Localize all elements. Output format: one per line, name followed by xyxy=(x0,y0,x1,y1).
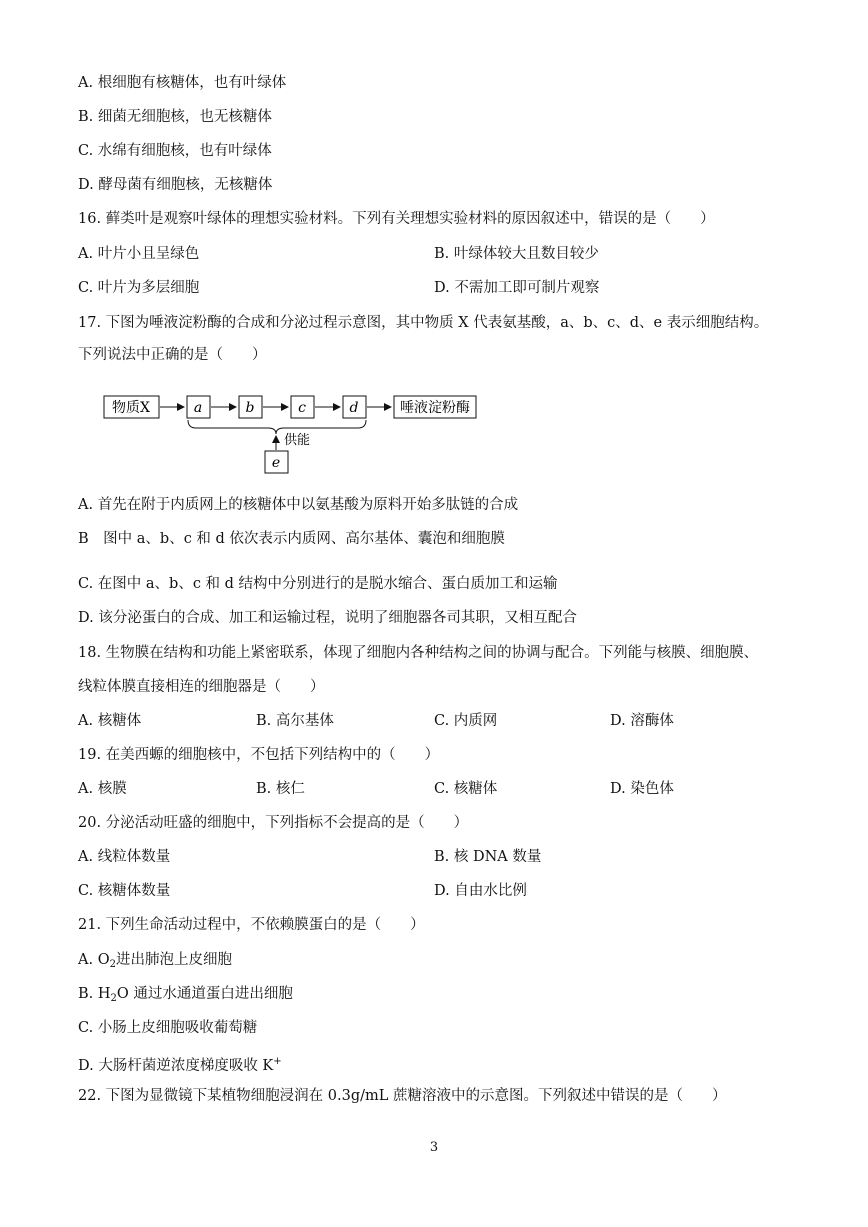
structure-e-label: e xyxy=(271,455,281,471)
q19-stem: 19. 在美西螈的细胞核中，不包括下列结构中的（ ） xyxy=(78,747,440,763)
secretion-flow-diagram xyxy=(100,390,480,480)
q16-option-c: C. 叶片为多层细胞 xyxy=(78,280,200,296)
q18-option-d: D. 溶酶体 xyxy=(610,713,674,729)
q21-option-a-sub: 2 xyxy=(109,959,116,970)
q21-option-b-sub: 2 xyxy=(110,993,117,1004)
q16-option-d: D. 不需加工即可制片观察 xyxy=(434,280,600,296)
energy-brace xyxy=(188,420,366,434)
q19-option-a: A. 核膜 xyxy=(78,781,127,797)
energy-label: 供能 xyxy=(284,433,311,448)
q21-option-b xyxy=(78,984,293,1009)
q21-option-a-pre: A. O xyxy=(78,952,110,968)
q15-option-b: B. 细菌无细胞核，也无核糖体 xyxy=(78,109,272,125)
q21-option-b-post: O 通过水通道蛋白进出细胞 xyxy=(116,986,293,1002)
q21-option-c: C. 小肠上皮细胞吸收葡萄糖 xyxy=(78,1020,258,1036)
q20-option-c: C. 核糖体数量 xyxy=(78,883,171,899)
structure-a-label: a xyxy=(193,400,203,416)
q20-option-a: A. 线粒体数量 xyxy=(78,849,171,865)
q17-option-c: C. 在图中 a、b、c 和 d 结构中分别进行的是脱水缩合、蛋白质加工和运输 xyxy=(78,576,558,592)
q16-option-b: B. 叶绿体较大且数目较少 xyxy=(434,246,599,262)
q18-stem-line1: 18. 生物膜在结构和功能上紧密联系，体现了细胞内各种结构之间的协调与配合。下列能与核膜、细胞膜、 xyxy=(78,645,759,661)
structure-b-label: b xyxy=(245,400,255,416)
amylase-label: 唾液淀粉酶 xyxy=(400,400,470,416)
page-number: 3 xyxy=(429,1140,439,1155)
q20-option-d: D. 自由水比例 xyxy=(434,883,527,899)
q16-stem: 16. 藓类叶是观察叶绿体的理想实验材料。下列有关理想实验材料的原因叙述中，错误的是（ ） xyxy=(78,211,715,227)
q18-option-c: C. 内质网 xyxy=(434,713,498,729)
q20-option-b: B. 核 DNA 数量 xyxy=(434,849,542,865)
q17-stem-line1: 17. 下图为唾液淀粉酶的合成和分泌过程示意图，其中物质 X 代表氨基酸，a、b、c、d、e 表示细胞结构。 xyxy=(78,315,769,331)
q21-option-d-sup: + xyxy=(273,1056,282,1067)
structure-c-label: c xyxy=(298,400,306,416)
q18-option-a: A. 核糖体 xyxy=(78,713,142,729)
q18-stem-line2: 线粒体膜直接相连的细胞器是（ ） xyxy=(78,679,325,695)
q17-stem-line2: 下列说法中正确的是（ ） xyxy=(78,347,267,363)
q16-option-a: A. 叶片小且呈绿色 xyxy=(78,246,200,262)
q19-option-b: B. 核仁 xyxy=(256,781,305,797)
q19-option-d: D. 染色体 xyxy=(610,781,674,797)
q22-stem: 22. 下图为显微镜下某植物细胞浸润在 0.3g/mL 蔗糖溶液中的示意图。下列叙述中错误的是（ ） xyxy=(78,1088,727,1104)
structure-d-label: d xyxy=(349,400,359,416)
q17-option-a: A. 首先在附于内质网上的核糖体中以氨基酸为原料开始多肽链的合成 xyxy=(78,497,519,513)
q21-option-d xyxy=(78,1052,282,1076)
q18-option-b: B. 高尔基体 xyxy=(256,713,334,729)
q21-stem: 21. 下列生命活动过程中，不依赖膜蛋白的是（ ） xyxy=(78,917,425,933)
q19-option-c: C. 核糖体 xyxy=(434,781,498,797)
q17-option-d: D. 该分泌蛋白的合成、加工和运输过程，说明了细胞器各司其职，又相互配合 xyxy=(78,610,577,626)
q20-stem: 20. 分泌活动旺盛的细胞中，下列指标不会提高的是（ ） xyxy=(78,815,469,831)
substance-x-label: 物质X xyxy=(112,400,150,416)
q15-option-a: A. 根细胞有核糖体，也有叶绿体 xyxy=(78,75,287,91)
q21-option-b-pre: B. H xyxy=(78,986,111,1002)
q15-option-d: D. 酵母菌有细胞核，无核糖体 xyxy=(78,177,273,193)
q21-option-d-pre: D. 大肠杆菌逆浓度梯度吸收 K xyxy=(78,1058,274,1074)
q21-option-a xyxy=(78,950,232,975)
q21-option-a-post: 进出肺泡上皮细胞 xyxy=(115,952,232,968)
q15-option-c: C. 水绵有细胞核，也有叶绿体 xyxy=(78,143,272,159)
q17-option-b: B 图中 a、b、c 和 d 依次表示内质网、高尔基体、囊泡和细胞膜 xyxy=(78,531,505,547)
